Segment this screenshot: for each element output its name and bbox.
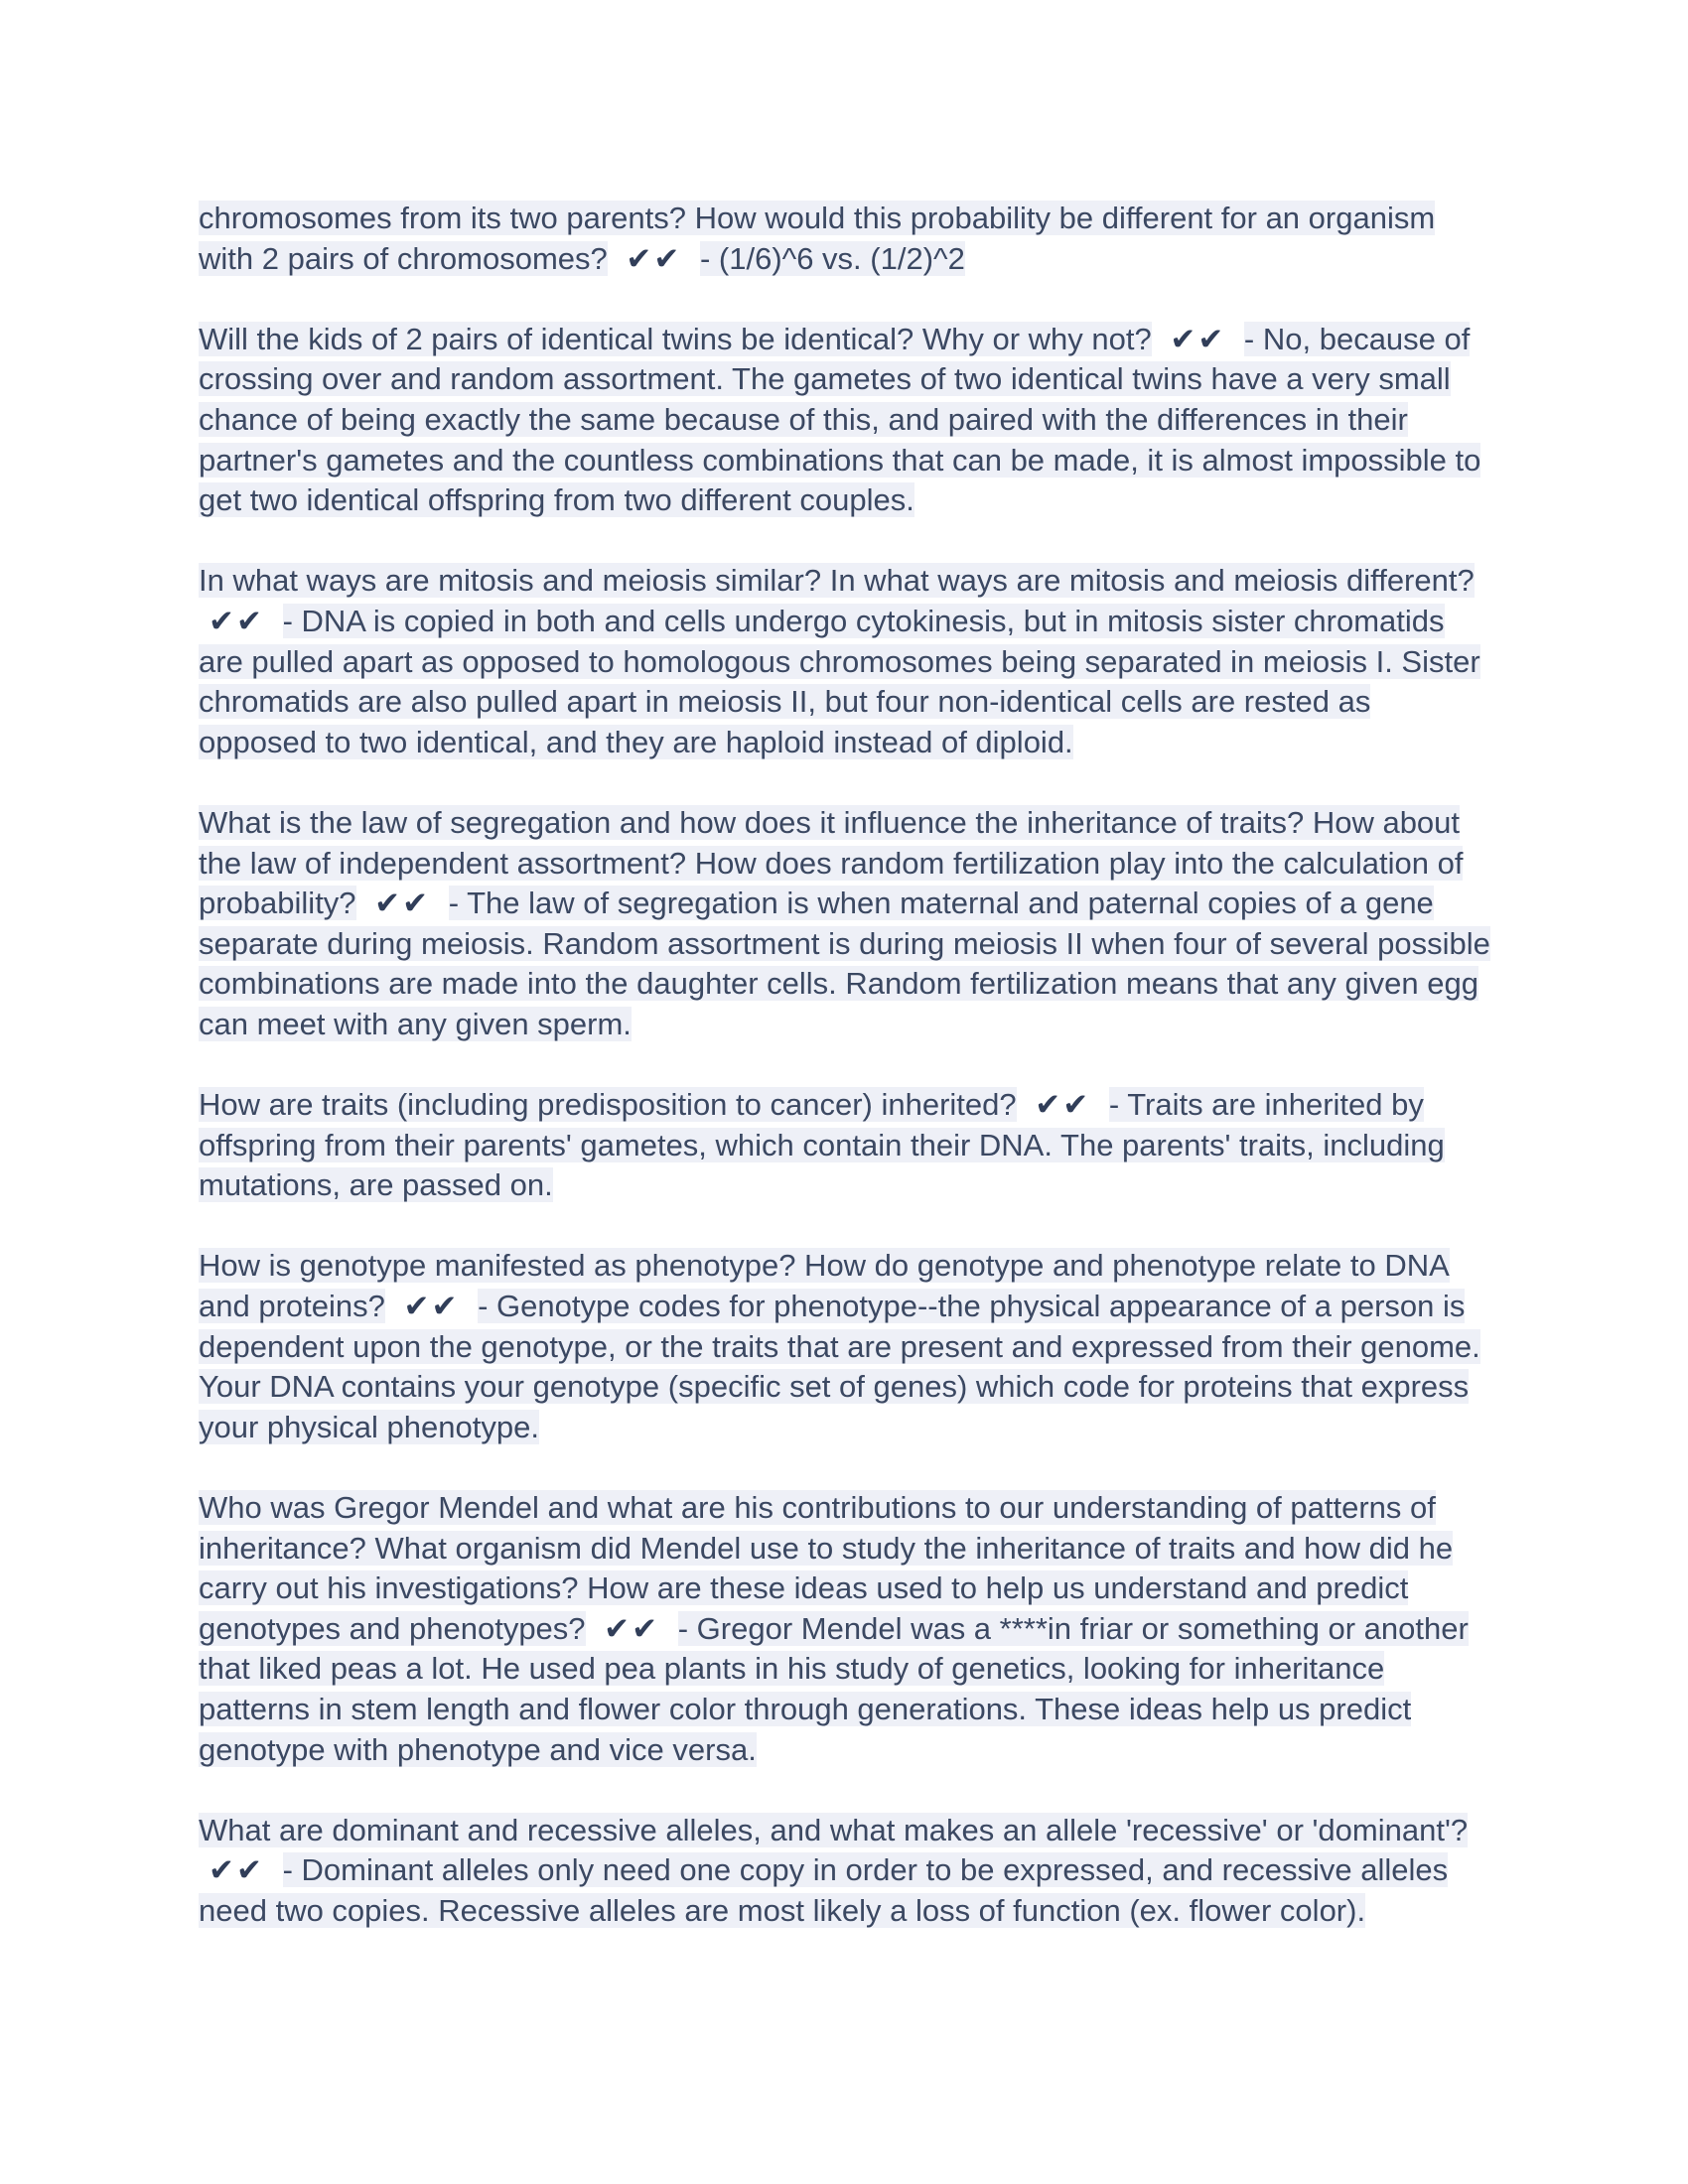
double-checkmark-icon: ✔✔ — [1170, 321, 1226, 356]
answer-text: - The law of segregation is when maternal and paternal copies of a gene separate during meiosis. Random assortment is during meiosis II when four of several possible combinations are made into the daughter cells. Random fertilization means that any given egg can meet with any given sperm. — [199, 886, 1490, 1041]
answer-text: - (1/6)^6 vs. (1/2)^2 — [699, 240, 965, 276]
double-checkmark-icon: ✔✔ — [209, 603, 264, 638]
question-text: How is genotype manifested as phenotype? How do genotype and phenotype relate to DNA and proteins? — [199, 1248, 1450, 1324]
double-checkmark-icon: ✔✔ — [626, 240, 682, 276]
question-text: Who was Gregor Mendel and what are his contributions to our understanding of patterns of inheritance? What organism did Mendel use to study the inheritance of traits and how did he carry out his investigations? How are these ideas used to help us understand and predict genotypes and phenotypes? — [199, 1490, 1454, 1646]
double-checkmark-icon: ✔✔ — [604, 1610, 660, 1646]
double-checkmark-icon: ✔✔ — [374, 886, 431, 921]
double-checkmark-icon: ✔✔ — [1035, 1087, 1091, 1123]
question-text: What are dominant and recessive alleles, and what makes an allele 'recessive' or 'dominant'? — [199, 1812, 1469, 1847]
answer-text: - Dominant alleles only need one copy in order to be expressed, and recessive alleles need two copies. Recessive alleles are most likely a loss of function (ex. flower color). — [199, 1852, 1449, 1928]
qa-paragraph — [199, 320, 1492, 521]
question-text: Will the kids of 2 pairs of identical twins be identical? Why or why not? — [199, 321, 1152, 356]
question-text: What is the law of segregation and how does it influence the inheritance of traits? How about the law of independent assortment? How does random fertilization play into the calculation of probability? — [199, 804, 1464, 921]
question-text: chromosomes from its two parents? How would this probability be different for an organism with 2 pairs of chromosomes? — [199, 201, 1436, 276]
qa-paragraph — [199, 803, 1492, 1045]
qa-paragraph — [199, 561, 1492, 762]
answer-text: - Gregor Mendel was a ****in friar or something or another that liked peas a lot. He used pea plants in his study of genetics, looking for inheritance patterns in stem length and flower color through generations. These ideas help us predict genotype with phenotype and vice versa. — [199, 1610, 1469, 1767]
question-text: In what ways are mitosis and meiosis similar? In what ways are mitosis and meiosis different? — [199, 563, 1475, 599]
question-text: How are traits (including predisposition to cancer) inherited? — [199, 1087, 1017, 1123]
answer-text: - DNA is copied in both and cells undergo cytokinesis, but in mitosis sister chromatids are pulled apart as opposed to homologous chromosomes being separated in meiosis I. Sister chromatids are also pulled apart in meiosis II, but four non-identical cells are rested as opposed to two identical, and they are haploid instead of diploid. — [199, 603, 1480, 759]
qa-paragraph — [199, 1085, 1492, 1206]
answer-text: - Genotype codes for phenotype--the physical appearance of a person is dependent upon the genotype, or the traits that are present and expressed from their genome. Your DNA contains your genotype (specific set of genes) which code for proteins that express your physical phenotype. — [199, 1289, 1480, 1444]
double-checkmark-icon: ✔✔ — [209, 1852, 264, 1888]
qa-paragraph — [199, 1246, 1492, 1447]
answer-text: - Traits are inherited by offspring from their parents' gametes, which contain their DNA. The parents' traits, including mutations, are passed on. — [199, 1087, 1445, 1203]
qa-paragraph — [199, 1488, 1492, 1770]
double-checkmark-icon: ✔✔ — [403, 1289, 460, 1324]
qa-paragraph — [199, 1811, 1492, 1932]
qa-paragraph — [199, 199, 1492, 279]
answer-text: - No, because of crossing over and random assortment. The gametes of two identical twins have a very small chance of being exactly the same because of this, and paired with the differences in their partner's gametes and the countless combinations that can be made, it is almost impossible to get two identical offspring from two different couples. — [199, 321, 1481, 518]
document-content — [199, 199, 1492, 1972]
